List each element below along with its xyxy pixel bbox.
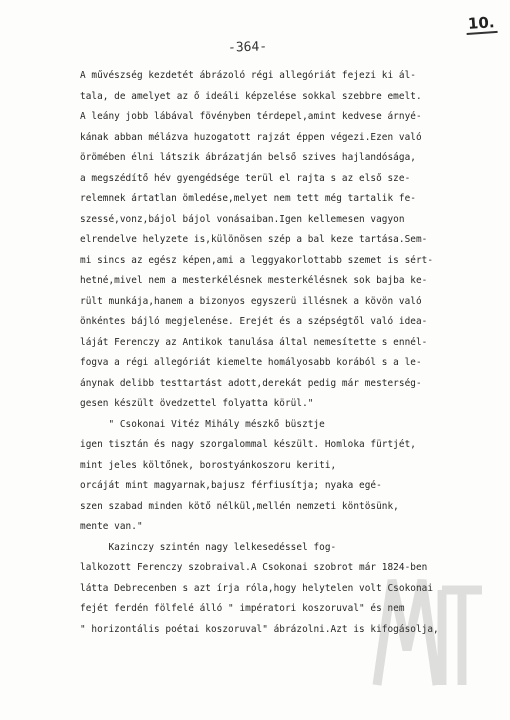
text-line: " Csokonai Vitéz Mihály mészkő büsztje	[80, 418, 325, 430]
text-line: elrendelve helyzete is,különösen szép a bal keze tartása.Sem-	[80, 234, 428, 245]
text-line: mint jeles költőnek, borostyánkoszoru keriti,	[80, 459, 337, 471]
text-line: fejét ferdén fölfelé álló " impératori koszoruval" és nem	[80, 603, 405, 614]
text-line: láját Ferenczy az Antikok tanulása által nemesítette s ennél-	[80, 336, 428, 348]
text-line: mente van."	[80, 521, 143, 532]
text-line: hetné,mivel nem a mesterkélésnek mesterkélésnek sok bajba ke-	[80, 275, 428, 286]
text-line: Kazinczy szintén nagy lelkesedéssel fog-	[80, 541, 337, 553]
text-line: szessé,vonz,bájol bájol vonásaiban.Igen kellemesen vagyon	[80, 213, 405, 225]
text-line: önkéntes bájló megjelenése. Erejét és a szépségtől való idea-	[80, 316, 428, 327]
text-line: rült munkája,hanem a bizonyos egyszerü illésnek a kövön való	[80, 295, 422, 307]
text-body	[80, 66, 505, 640]
text-line: szen szabad minden kötő nélkül,mellén nemzeti köntösünk,	[80, 500, 399, 512]
text-line: " horizontális poétai koszoruval" ábrázolni.Azt is kifogásolja,	[80, 623, 439, 635]
text-line: örömében élni látszik ábrázatján belső szives hajlandósága,	[80, 152, 416, 163]
text-line: ánynak delibb testtartást adott,derekát pedig már mesterség-	[80, 377, 422, 389]
text-line: A leány jobb lábával fövényben térdepel,amint kedvese árnyé-	[80, 111, 422, 122]
archive-number: 10.	[465, 13, 497, 35]
page-number: -364-	[227, 39, 268, 56]
text-line: mi sincs az egész képen,ami a leggyakorlottabb szemet is sért-	[80, 254, 434, 266]
text-line: lalkozott Ferenczy szobraival.A Csokonai szobrot már 1824-ben	[80, 562, 428, 573]
text-line: relemnek ártatlan ömledése,melyet nem tett még tartalik fe-	[80, 193, 416, 204]
text-line: tala, de amelyet az ő ideáli képzelése sokkal szebbre emelt.	[80, 90, 422, 102]
text-line: fogva a régi allegóriát kiemelte homályosabb korából s a le-	[80, 357, 422, 368]
archive-watermark	[372, 560, 490, 690]
text-line: igen tisztán és nagy szorgalommal készült. Homloka fürtjét,	[80, 439, 416, 450]
text-line: A művészség kezdetét ábrázoló régi allegóriát fejezi ki ál-	[80, 70, 416, 81]
text-line: látta Debrecenben s azt írja róla,hogy helytelen volt Csokonai	[80, 582, 434, 594]
text-line: kának abban mélázva huzogatott rajzát éppen végezi.Ezen való	[80, 131, 422, 143]
text-line: orcáját mint magyarnak,bajusz férfiusítja; nyaka egé-	[80, 480, 382, 491]
text-line: a megszédítő hév gyengédsége terül el rajta s az első sze-	[80, 172, 411, 184]
text-line: gesen készült övedzettel folyatta körül."	[80, 398, 314, 409]
